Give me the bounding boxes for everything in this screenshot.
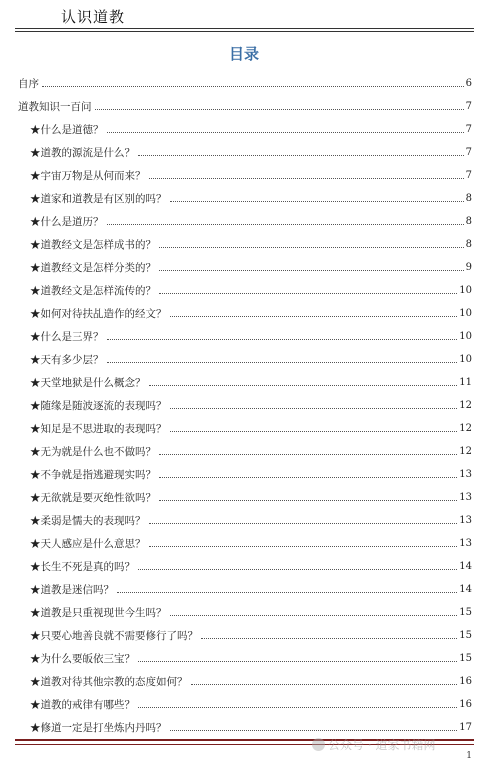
toc-entry[interactable] <box>18 527 472 550</box>
dot-leader <box>159 270 464 271</box>
dot-leader <box>107 132 464 133</box>
toc-entry-label: ★道教经文是怎样分类的？ <box>30 262 156 274</box>
toc-entry-page: 14 <box>459 584 472 595</box>
dot-leader <box>107 339 458 340</box>
header-rule-bottom <box>15 31 474 32</box>
toc-entry-label: ★修道一定是打坐炼内丹吗？ <box>30 722 167 734</box>
toc-entry-label: ★长生不死是真的吗？ <box>30 561 135 573</box>
toc-entry-label: ★如何对待扶乩造作的经文？ <box>30 308 167 320</box>
toc-entry-label: 自序 <box>18 78 39 90</box>
toc-entry-page: 10 <box>459 331 472 342</box>
toc-entry-label: ★道家和道教是有区别的吗？ <box>30 193 167 205</box>
table-of-contents <box>18 67 472 734</box>
toc-entry-page: 16 <box>459 676 472 687</box>
toc-entry[interactable] <box>18 228 472 251</box>
toc-entry-page: 8 <box>465 239 472 250</box>
toc-entry-label: ★无为就是什么也不做吗？ <box>30 446 156 458</box>
toc-entry[interactable] <box>18 251 472 274</box>
toc-entry[interactable] <box>18 596 472 619</box>
toc-entry-page: 13 <box>459 515 472 526</box>
toc-entry[interactable] <box>18 619 472 642</box>
toc-entry-label: ★只要心地善良就不需要修行了吗？ <box>30 630 198 642</box>
toc-entry-label: ★什么是三界？ <box>30 331 104 343</box>
watermark-text: 公众号 · 道家书籍网 <box>328 738 436 752</box>
toc-entry-page: 10 <box>459 285 472 296</box>
dot-leader <box>149 385 458 386</box>
dot-leader <box>117 592 457 593</box>
toc-title: 目录 <box>228 45 259 63</box>
toc-entry-label: 道教知识一百问 <box>18 101 92 113</box>
toc-entry-page: 12 <box>459 446 472 457</box>
toc-entry-label: ★无欲就是要灭绝性欲吗？ <box>30 492 156 504</box>
toc-entry-label: ★天有多少层？ <box>30 354 104 366</box>
toc-entry[interactable] <box>18 136 472 159</box>
wechat-logo-icon <box>312 738 325 751</box>
dot-leader <box>138 569 457 570</box>
toc-entry[interactable] <box>18 573 472 596</box>
toc-entry-page: 7 <box>465 124 472 135</box>
toc-entry[interactable] <box>18 320 472 343</box>
toc-entry[interactable] <box>18 504 472 527</box>
toc-entry-page: 7 <box>465 101 472 112</box>
dot-leader <box>149 546 458 547</box>
toc-entry-page: 9 <box>465 262 472 273</box>
dot-leader <box>170 316 458 317</box>
toc-entry[interactable] <box>18 297 472 320</box>
dot-leader <box>149 178 464 179</box>
toc-entry-page: 8 <box>465 216 472 227</box>
dot-leader <box>149 523 458 524</box>
toc-entry-page: 13 <box>459 492 472 503</box>
toc-entry-page: 8 <box>465 193 472 204</box>
toc-entry-label: ★为什么要皈依三宝？ <box>30 653 135 665</box>
dot-leader <box>42 86 464 87</box>
toc-entry-page: 13 <box>459 538 472 549</box>
dot-leader <box>170 431 458 432</box>
toc-entry[interactable] <box>18 665 472 688</box>
toc-entry[interactable] <box>18 67 472 90</box>
toc-entry[interactable] <box>18 481 472 504</box>
toc-entry[interactable] <box>18 113 472 136</box>
toc-entry-page: 6 <box>465 78 472 89</box>
toc-entry-label: ★道教是只重视现世今生吗？ <box>30 607 167 619</box>
toc-entry[interactable] <box>18 366 472 389</box>
toc-entry-page: 10 <box>459 308 472 319</box>
toc-entry-page: 16 <box>459 699 472 710</box>
toc-entry-label: ★随缘是随波逐流的表现吗？ <box>30 400 167 412</box>
toc-entry-page: 7 <box>465 170 472 181</box>
dot-leader <box>138 155 464 156</box>
toc-entry[interactable] <box>18 711 472 734</box>
toc-entry[interactable] <box>18 90 472 113</box>
running-header-title: 认识道教 <box>61 8 126 26</box>
toc-entry-label: ★道教经文是怎样成书的？ <box>30 239 156 251</box>
toc-entry-label: ★宇宙万物是从何而来？ <box>30 170 146 182</box>
dot-leader <box>95 109 464 110</box>
dot-leader <box>170 730 458 731</box>
dot-leader <box>159 454 457 455</box>
watermark <box>312 736 435 753</box>
dot-leader <box>159 500 457 501</box>
toc-entry-label: ★道教经文是怎样流传的？ <box>30 285 156 297</box>
toc-entry[interactable] <box>18 550 472 573</box>
toc-entry-label: ★天堂地狱是什么概念？ <box>30 377 146 389</box>
dot-leader <box>170 615 458 616</box>
toc-entry-label: ★柔弱是懦夫的表现吗？ <box>30 515 146 527</box>
dot-leader <box>201 638 457 639</box>
toc-entry[interactable] <box>18 343 472 366</box>
dot-leader <box>170 408 458 409</box>
toc-entry[interactable] <box>18 412 472 435</box>
toc-entry-page: 10 <box>459 354 472 365</box>
dot-leader <box>191 684 458 685</box>
toc-entry-page: 15 <box>459 607 472 618</box>
toc-entry[interactable] <box>18 458 472 481</box>
toc-entry-page: 15 <box>459 653 472 664</box>
toc-entry-page: 12 <box>459 400 472 411</box>
toc-entry-label: ★天人感应是什么意思？ <box>30 538 146 550</box>
toc-entry-page: 7 <box>465 147 472 158</box>
toc-entry[interactable] <box>18 642 472 665</box>
dot-leader <box>138 661 457 662</box>
toc-entry-page: 13 <box>459 469 472 480</box>
dot-leader <box>170 201 464 202</box>
dot-leader <box>107 224 464 225</box>
toc-entry[interactable] <box>18 389 472 412</box>
toc-entry-label: ★什么是道德？ <box>30 124 104 136</box>
dot-leader <box>159 293 457 294</box>
toc-entry-label: ★道教的戒律有哪些？ <box>30 699 135 711</box>
toc-entry-page: 14 <box>459 561 472 572</box>
toc-entry-label: ★知足是不思进取的表现吗？ <box>30 423 167 435</box>
toc-entry-page: 11 <box>459 377 472 388</box>
dot-leader <box>159 477 457 478</box>
dot-leader <box>138 707 457 708</box>
dot-leader <box>107 362 458 363</box>
toc-entry-label: ★什么是道历？ <box>30 216 104 228</box>
dot-leader <box>159 247 464 248</box>
toc-entry-label: ★道教对待其他宗教的态度如何？ <box>30 676 188 688</box>
toc-entry[interactable] <box>18 182 472 205</box>
toc-entry-label: ★道教的源流是什么？ <box>30 147 135 159</box>
toc-entry-label: ★道教是迷信吗？ <box>30 584 114 596</box>
toc-entry-label: ★不争就是指逃避现实吗？ <box>30 469 156 481</box>
toc-entry[interactable] <box>18 205 472 228</box>
toc-entry[interactable] <box>18 435 472 458</box>
toc-entry[interactable] <box>18 274 472 297</box>
toc-entry-page: 15 <box>459 630 472 641</box>
toc-entry-page: 17 <box>459 722 472 733</box>
toc-entry[interactable] <box>18 688 472 711</box>
page-number: 1 <box>466 751 472 761</box>
toc-entry-page: 12 <box>459 423 472 434</box>
header-rule-top <box>15 28 474 29</box>
toc-entry[interactable] <box>18 159 472 182</box>
